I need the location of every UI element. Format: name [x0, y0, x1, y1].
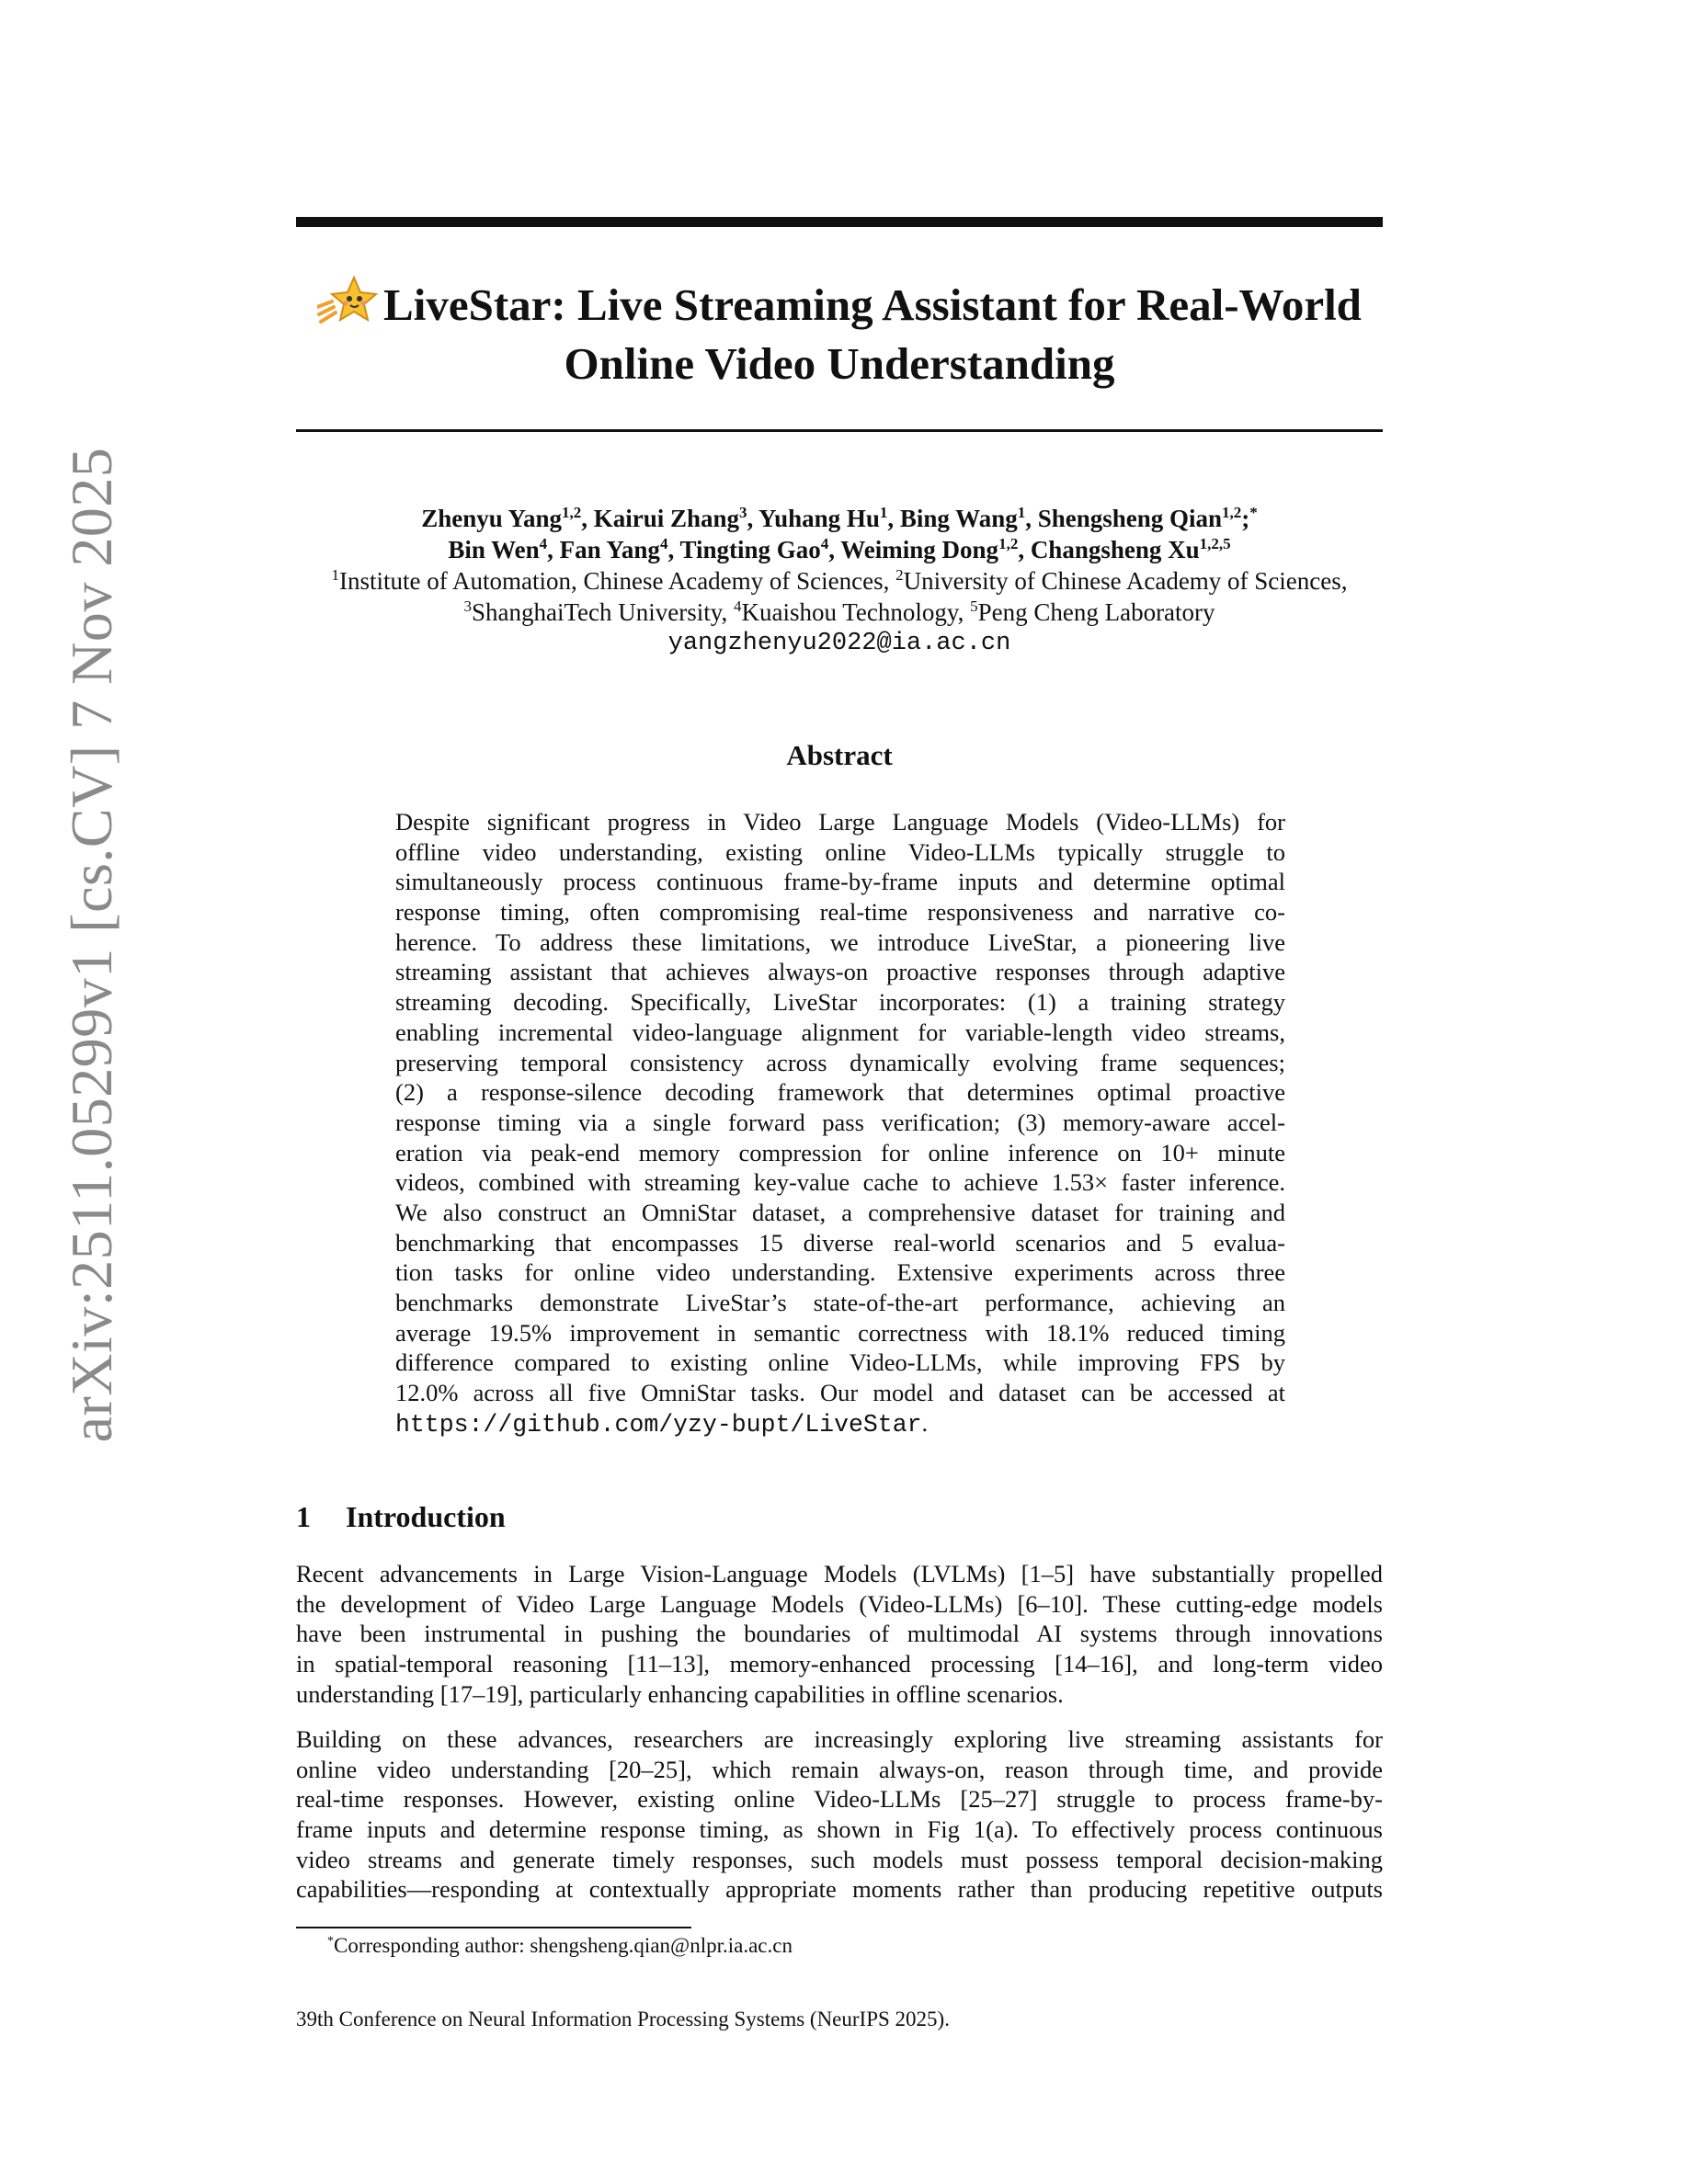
author-affil-mark: 3: [739, 504, 747, 521]
author-name: Bin Wen: [448, 536, 540, 563]
abstract-line: response timing via a single forward pass verification; (3) memory-aware accel-: [395, 1108, 1285, 1136]
abstract-line: average 19.5% improvement in semantic correctness with 18.1% reduced timing: [395, 1318, 1285, 1347]
abstract-line: (2) a response-silence decoding framework that determines optimal proactive: [395, 1078, 1285, 1107]
author-affil-mark: 1,2: [1222, 504, 1242, 521]
affiliation-line-1: [296, 565, 1383, 597]
paragraph-line: in spatial-temporal reasoning [11–13], memory-enhanced processing [14–16], and long-term video: [296, 1650, 1383, 1678]
abstract-line: difference compared to existing online Video-LLMs, while improving FPS by: [395, 1348, 1285, 1377]
paragraph-line: the development of Video Large Language Models (Video-LLMs) [6–10]. These cutting-edge models: [296, 1589, 1383, 1618]
abstract-line: herence. To address these limitations, we introduce LiveStar, a pioneering live: [395, 927, 1285, 956]
intro-paragraph-1: [296, 1559, 1383, 1709]
affiliation-mark: 3: [463, 597, 472, 615]
repository-link: https://github.com/yzy-bupt/LiveStar: [395, 1410, 922, 1439]
author-separator: ,: [828, 536, 841, 563]
author-affil-mark: 1,2: [562, 504, 582, 521]
author-affil-mark: 1: [879, 504, 888, 521]
abstract-line: streaming assistant that achieves always-on proactive responses through adaptive: [395, 958, 1285, 986]
author-separator: ;: [1241, 505, 1250, 532]
paragraph-line: understanding [17–19], particularly enhancing capabilities in offline scenarios.: [296, 1679, 1064, 1708]
author-name: Zhenyu Yang: [421, 505, 562, 532]
author-affil-mark: 4: [539, 535, 548, 552]
paragraph-line: real-time responses. However, existing online Video-LLMs [25–27] struggle to process frame-by-: [296, 1785, 1383, 1814]
paragraph-line: have been instrumental in pushing the boundaries of multimodal AI systems through innovations: [296, 1620, 1383, 1648]
author-name: Changsheng Xu: [1030, 536, 1200, 563]
abstract-line: tion tasks for online video understanding. Extensive experiments across three: [395, 1258, 1285, 1287]
author-name: Shengsheng Qian: [1037, 505, 1223, 532]
author-name: Yuhang Hu: [758, 505, 880, 532]
author-affil-mark: 4: [820, 535, 829, 552]
affiliation-mark: 2: [895, 566, 904, 584]
corresponding-mark: *: [1249, 504, 1258, 521]
author-separator: ,: [747, 505, 759, 532]
star-mascot-icon: [317, 274, 378, 329]
author-line-2: [296, 534, 1383, 565]
abstract-line: eration via peak-end memory compression for online inference on 10+ minute: [395, 1138, 1285, 1166]
abstract-line: benchmarks demonstrate LiveStar’s state-of-the-art performance, achieving an: [395, 1289, 1285, 1316]
author-line-1: [296, 503, 1383, 534]
title-text-1: LiveStar: Live Streaming Assistant for Real-World: [383, 279, 1362, 330]
intro-paragraph-2: [296, 1724, 1383, 1905]
abstract-line: 12.0% across all five OmniStar tasks. Our model and dataset can be accessed at: [395, 1379, 1285, 1407]
abstract-line: offline video understanding, existing online Video-LLMs typically struggle to: [395, 837, 1285, 866]
affiliation-text: Peng Cheng Laboratory: [977, 598, 1215, 626]
author-name: Fan Yang: [559, 536, 660, 563]
footnote-mark: *: [327, 1934, 334, 1949]
author-email: yangzhenyu2022@ia.ac.cn: [667, 630, 1011, 657]
paragraph-line: capabilities—responding at contextually appropriate moments rather than producing repetitive outputs: [296, 1875, 1383, 1904]
section-heading: [296, 1500, 506, 1534]
abstract-line: benchmarking that encompasses 15 diverse real-world scenarios and 5 evalua-: [395, 1228, 1285, 1257]
abstract-line: enabling incremental video-language alignment for variable-length video streams,: [395, 1018, 1285, 1046]
paragraph-line: Recent advancements in Large Vision-Language Models (LVLMs) [1–5] have substantially propelled: [296, 1560, 1383, 1587]
title-top-rule: [296, 217, 1383, 227]
section-number: 1: [296, 1500, 311, 1533]
footnote: [327, 1934, 793, 1958]
author-separator: ,: [547, 536, 560, 563]
title-line-2: Online Video Understanding: [564, 338, 1115, 389]
section-title: Introduction: [346, 1500, 506, 1533]
author-separator: ,: [667, 536, 680, 563]
affiliation-text: ShanghaiTech University,: [471, 598, 735, 626]
author-separator: ,: [581, 505, 594, 532]
author-name: Tingting Gao: [679, 536, 821, 563]
title-line-1: [296, 274, 1383, 335]
author-separator: ,: [887, 505, 900, 532]
author-block: [296, 503, 1383, 659]
abstract-line: We also construct an OmniStar dataset, a comprehensive dataset for training and: [395, 1198, 1285, 1226]
title-bottom-rule: [296, 429, 1383, 432]
affiliation-line-2: [296, 597, 1383, 628]
author-separator: ,: [1018, 536, 1031, 563]
footnote-rule: [296, 1927, 691, 1928]
abstract-line: Despite significant progress in Video Large Language Models (Video-LLMs) for: [395, 808, 1285, 836]
abstract-line: videos, combined with streaming key-value cache to achieve 1.53× faster inference.: [395, 1168, 1285, 1197]
abstract-line: response timing, often compromising real-time responsiveness and narrative co-: [395, 898, 1285, 927]
affiliation-mark: 4: [734, 597, 742, 615]
author-affil-mark: 1: [1017, 504, 1026, 521]
venue-note: 39th Conference on Neural Information Processing Systems (NeurIPS 2025).: [296, 2008, 950, 2030]
abstract-line: simultaneously process continuous frame-by-frame inputs and determine optimal: [395, 868, 1285, 896]
paragraph-line: frame inputs and determine response timing, as shown in Fig 1(a). To effectively process continuous: [296, 1815, 1383, 1844]
abstract-line: [395, 1408, 1285, 1439]
abstract-line: streaming decoding. Specifically, LiveStar incorporates: (1) a training strategy: [395, 988, 1285, 1017]
paper-title: [296, 274, 1383, 393]
abstract-line-end: .: [921, 1408, 929, 1437]
affiliation-text: Institute of Automation, Chinese Academy of Sciences,: [338, 567, 896, 595]
abstract-heading: Abstract: [786, 739, 893, 771]
author-affil-mark: 4: [659, 535, 668, 552]
paragraph-line: Building on these advances, researchers are increasingly exploring live streaming assistants for: [296, 1725, 1383, 1753]
author-name: Bing Wang: [899, 505, 1018, 532]
paragraph-line: video streams and generate timely responses, such models must possess temporal decision-making: [296, 1845, 1383, 1873]
affiliation-mark: 1: [331, 566, 339, 584]
affiliation-mark: 5: [970, 597, 978, 615]
arxiv-side-stamp: arXiv:2511.05299v1 [cs.CV] 7 Nov 2025: [59, 447, 124, 1443]
abstract-body: [395, 807, 1285, 1438]
author-affil-mark: 1,2: [998, 535, 1019, 552]
abstract-line: preserving temporal consistency across dynamically evolving frame sequences;: [395, 1048, 1285, 1076]
affiliation-text: Kuaishou Technology,: [741, 598, 971, 626]
author-separator: ,: [1025, 505, 1038, 532]
author-name: Weiming Dong: [840, 536, 999, 563]
author-name: Kairui Zhang: [593, 505, 740, 532]
affiliation-text: University of Chinese Academy of Sciences,: [903, 567, 1348, 595]
footnote-text: Corresponding author: shengsheng.qian@nlpr.ia.ac.cn: [334, 1934, 793, 1957]
author-affil-mark: 1,2,5: [1199, 535, 1231, 552]
paragraph-line: online video understanding [20–25], which remain always-on, reason through time, and provide: [296, 1755, 1383, 1783]
